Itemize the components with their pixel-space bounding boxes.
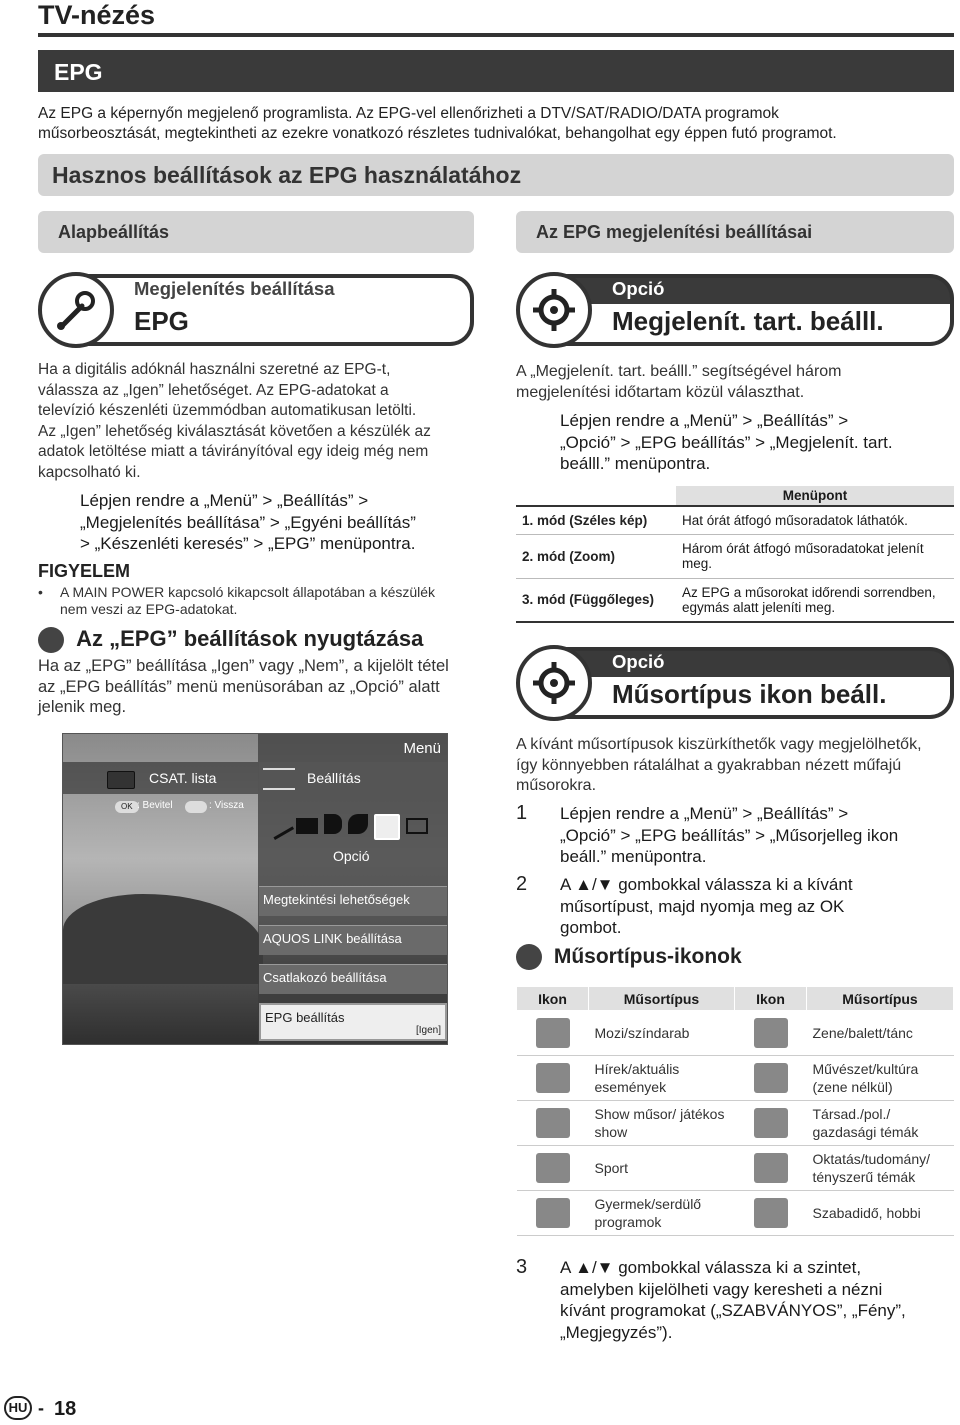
body-line: Az „Igen” lehetőség kiválasztását követően a készülék az [38, 422, 431, 440]
right-step-2 [560, 874, 955, 939]
confirm-line: Ha az „EPG” beállítása „Igen” vagy „Nem”, a kijelölt tétel [38, 657, 449, 675]
step-number: 2 [516, 873, 528, 895]
icons-title-row [516, 944, 742, 970]
step-line: beáll.” menüpontra. [560, 847, 707, 866]
step-number: 1 [516, 802, 528, 824]
epg-setting-callout [38, 272, 474, 348]
genre-icon-table [516, 986, 954, 1236]
step-line: „Megjegyzés”). [560, 1322, 673, 1342]
gear-icon [516, 645, 592, 721]
option-label: Opció [333, 848, 370, 864]
intro-line: Az EPG a képernyőn megjelenő programlista. Az EPG-vel ellenőrizheti a DTV/SAT/RADIO/DATA programok [38, 105, 779, 122]
confirm-line: az „EPG beállítás” menü menüsorában az „Opció” alatt [38, 677, 440, 696]
section-bullet-icon [38, 627, 64, 653]
step-line: amelyben kijelölheti vagy keresheti a nézni [560, 1279, 883, 1299]
education-icon [754, 1153, 788, 1183]
right-step-3 [560, 1257, 955, 1343]
body-line: adatok letöltése miatt a távirányítóval egy ideig még nem [38, 443, 429, 460]
caution-line: nem veszi az EPG-adatokat. [60, 601, 238, 617]
sliders-icon [263, 768, 295, 790]
table-row [516, 578, 954, 622]
table-row [517, 1191, 954, 1236]
body-line: A „Megjelenít. tart. beálll.” segítségével három [516, 363, 842, 380]
leaf-icon[interactable] [348, 814, 368, 834]
body-line: televízió készenléti üzemmódban automatikusan letölti. [38, 402, 417, 419]
body-line: kapcsolható ki. [38, 463, 141, 481]
table-header: Menüpont [676, 486, 954, 506]
display-time-callout [516, 272, 954, 348]
step-number: 3 [516, 1256, 528, 1278]
right-subheading: Az EPG megjelenítési beállításai [516, 211, 954, 253]
step-line: Lépjen rendre a „Menü” > „Beállítás” > [80, 491, 369, 510]
body-line: megjelenítési időtartam közül választhat. [516, 383, 805, 401]
step-line: „Opció” > „EPG beállítás” > „Műsorjelleg ikon [560, 825, 899, 845]
body-line: műsorokra. [516, 777, 597, 794]
page-number: 18 [54, 1398, 77, 1420]
politics-icon [754, 1108, 788, 1138]
gear-icon[interactable] [374, 814, 400, 840]
callout-big-label: Műsortípus ikon beáll. [612, 679, 887, 709]
music-icon [754, 1018, 788, 1048]
table-row [517, 1101, 954, 1146]
body-line: válassza az „Igen” lehetőséget. Az EPG-adatokat a [38, 381, 389, 399]
step-line: A ▲/▼ gombokkal válassza ki a kívánt [560, 875, 853, 894]
genre-label: Oktatás/tudomány/ tényszerű témák [807, 1146, 954, 1191]
step-line: > „Készenléti keresés” > „EPG” menüpontra. [80, 534, 416, 553]
step-line: műsortípust, majd nyomja meg az OK [560, 896, 845, 916]
mode-value: Három órát átfogó műsoradatokat jelenít meg. [682, 541, 924, 571]
sport-icon [536, 1153, 570, 1183]
caution-text [38, 584, 478, 618]
page-title: TV-nézés [38, 0, 156, 30]
title-rule [38, 33, 954, 37]
confirm-title: Az „EPG” beállítások nyugtázása [76, 626, 424, 651]
show-icon [536, 1108, 570, 1138]
art-icon [754, 1063, 788, 1093]
step-line: Lépjen rendre a „Menü” > „Beállítás” > [560, 411, 849, 430]
left-step [80, 490, 480, 555]
bullet-dot: • [38, 584, 43, 600]
step-line: Lépjen rendre a „Menü” > „Beállítás” > [560, 804, 849, 823]
genre-label: Gyermek/serdülő programok [589, 1191, 735, 1236]
right-step-1 [560, 803, 955, 868]
icons-title: Műsortípus-ikonok [553, 944, 742, 968]
step-line: beálll.” menüpontra. [560, 454, 711, 473]
mail-icon[interactable] [406, 818, 428, 834]
settings-label: Beállítás [307, 770, 361, 786]
wrench-icon [38, 272, 114, 348]
menu-item-viewing-options[interactable]: Megtekintési lehetőségek [259, 886, 447, 916]
wrench-icon[interactable] [264, 810, 294, 840]
confirm-title-row [38, 626, 423, 653]
mode-key: 3. mód (Függőleges) [522, 592, 655, 608]
menu-item-connector[interactable]: Csatlakozó beállítása [259, 964, 447, 994]
genre-label: Mozi/színdarab [589, 1011, 735, 1056]
movie-icon [536, 1018, 570, 1048]
csat-label: CSAT. lista [149, 770, 217, 786]
genre-label: Társad./pol./ gazdasági témák [807, 1101, 954, 1146]
left-body [38, 360, 478, 483]
body-line: A kívánt műsortípusok kiszürkíthetők vagy megjelölhetők, [516, 736, 922, 753]
kids-icon [536, 1198, 570, 1228]
caution-title: FIGYELEM [38, 561, 131, 581]
table-row [517, 1011, 954, 1056]
genre-label: Show műsor/ játékos show [589, 1101, 735, 1146]
col-header: Ikon [517, 987, 589, 1011]
genre-label: Művészet/kultúra (zene nélkül) [807, 1056, 954, 1101]
genre-label: Szabadidő, hobbi [807, 1191, 954, 1236]
menu-icon-row [268, 814, 438, 842]
epg-setting-label: EPG beállítás [265, 1010, 345, 1025]
mode-value: Hat órát átfogó műsoradatok láthatók. [682, 512, 908, 528]
callout-small-label: Opció [612, 651, 665, 672]
display-mode-table [516, 486, 954, 623]
col-header: Műsortípus [807, 987, 954, 1011]
epg-heading: EPG [38, 50, 954, 92]
table-row [516, 506, 954, 534]
callout-small-label: Megjelenítés beállítása [134, 278, 335, 299]
epg-setting-value: [Igen] [415, 1025, 441, 1036]
step-line: kívánt programokat („SZABVÁNYOS”, „Fény”, [560, 1301, 906, 1320]
table-row [517, 1056, 954, 1101]
ok-key-icon: OK [115, 801, 139, 813]
callout-big-label: Megjelenít. tart. beálll. [612, 306, 884, 336]
genre-label: Zene/balett/tánc [807, 1011, 954, 1056]
section-bullet-icon [516, 944, 542, 970]
hobby-icon [754, 1198, 788, 1228]
step-line: A ▲/▼ gombokkal válassza ki a szintet, [560, 1258, 862, 1277]
step-line: „Megjelenítés beállítása” > „Egyéni beállítás” [80, 512, 416, 532]
mode-value: Az EPG a műsorokat időrendi sorrendben, egymás alatt jeleníti meg. [682, 584, 936, 615]
col-header: Ikon [735, 987, 807, 1011]
section-title: Hasznos beállítások az EPG használatához [38, 154, 954, 196]
enter-label: : Bevitel [137, 800, 173, 811]
table-row [517, 1146, 954, 1191]
monitor-icon[interactable] [296, 818, 318, 834]
blank-header [516, 486, 676, 506]
back-key-icon [185, 801, 207, 813]
table-header-row [517, 987, 954, 1011]
back-label: : Vissza [209, 800, 244, 811]
body-line: így könnyebben rátalálhat a gyakrabban nézett műfajú [516, 756, 902, 774]
menu-item-epg-setting[interactable] [259, 1003, 447, 1041]
mode-key: 2. mód (Zoom) [522, 548, 615, 564]
confirm-text [38, 656, 478, 718]
tv-icon [107, 771, 135, 789]
intro-text [38, 104, 938, 144]
left-subheading: Alapbeállítás [38, 211, 474, 253]
menu-label: Menü [403, 740, 441, 757]
menu-item-aquos-link[interactable]: AQUOS LINK beállítása [259, 925, 447, 955]
genre-icon-callout [516, 645, 954, 721]
caution-line: A MAIN POWER kapcsoló kikapcsolt állapotában a készülék [60, 584, 436, 600]
speaker-icon[interactable] [324, 814, 342, 834]
right-body2 [516, 735, 956, 797]
right-step1 [560, 410, 955, 475]
genre-label: Hírek/aktuális események [589, 1056, 735, 1101]
right-body1 [516, 362, 956, 403]
gear-icon [516, 272, 592, 348]
table-row [516, 534, 954, 578]
footer-dash: - [38, 1398, 44, 1418]
confirm-line: jelenik meg. [38, 698, 127, 716]
callout-small-label: Opció [612, 278, 665, 299]
mode-key: 1. mód (Széles kép) [522, 512, 648, 528]
genre-label: Sport [589, 1146, 735, 1191]
callout-big-label: EPG [134, 306, 189, 336]
body-line: Ha a digitális adóknál használni szeretné az EPG-t, [38, 361, 391, 378]
col-header: Műsortípus [589, 987, 735, 1011]
language-badge: HU [4, 1396, 32, 1420]
intro-line: műsorbeosztását, megtekintheti az ezekre vonatkozó részletes tudnivalókat, behangolhat egy éppen futó programot. [38, 125, 837, 142]
tv-menu-screenshot [62, 733, 448, 1045]
step-line: „Opció” > „EPG beállítás” > „Megjelenít. tart. [560, 432, 893, 452]
step-line: gombot. [560, 918, 622, 937]
news-icon [536, 1063, 570, 1093]
